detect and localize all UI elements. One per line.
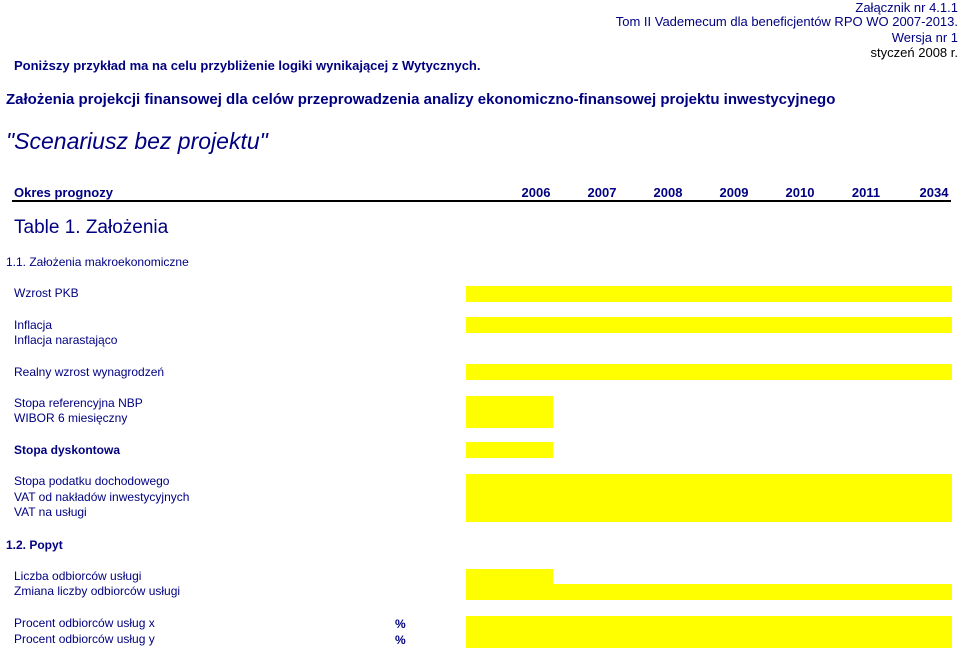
unit-percent-y: % — [395, 633, 406, 647]
input-cells-customer-shares[interactable] — [466, 616, 952, 648]
row-label-vat-investment: VAT od nakładów inwestycyjnych — [14, 490, 190, 504]
row-label-real-wage-growth: Realny wzrost wynagrodzeń — [14, 365, 165, 379]
row-label-gdp: Wzrost PKB — [14, 286, 79, 300]
input-cells-customers-change[interactable] — [466, 584, 952, 600]
unit-percent-x: % — [395, 617, 406, 631]
table-title: Table 1. Założenia — [14, 217, 169, 238]
input-cells-interest-rates[interactable] — [466, 396, 553, 428]
row-label-wibor: WIBOR 6 miesięczny — [14, 411, 128, 425]
input-cells-inflation[interactable] — [466, 317, 952, 333]
forecast-period-label: Okres prognozy — [14, 185, 113, 200]
document-date: styczeń 2008 r. — [870, 45, 958, 60]
row-label-customers: Liczba odbiorców usługi — [14, 569, 142, 583]
input-cells-real-wage-growth[interactable] — [466, 364, 952, 380]
version-label: Wersja nr 1 — [891, 30, 958, 45]
row-label-inflation: Inflacja — [14, 318, 53, 332]
header-divider — [12, 200, 951, 202]
section-title-demand: 1.2. Popyt — [6, 538, 63, 552]
year-header: 2006 — [521, 185, 551, 200]
year-header: 2008 — [653, 185, 683, 200]
volume-title: Tom II Vademecum dla beneficjentów RPO WO 2007-2013. — [615, 14, 958, 29]
year-header: 2009 — [719, 185, 749, 200]
input-cells-tax-rates[interactable] — [466, 474, 952, 522]
row-label-inflation-cumulative: Inflacja narastająco — [14, 333, 118, 347]
section-title-macro: 1.1. Założenia makroekonomiczne — [6, 255, 189, 269]
row-label-income-tax: Stopa podatku dochodowego — [14, 474, 170, 488]
input-cells-discount-rate[interactable] — [466, 442, 553, 458]
input-cells-customers[interactable] — [466, 569, 553, 585]
row-label-share-y: Procent odbiorców usług y — [14, 632, 155, 646]
year-header: 2007 — [587, 185, 617, 200]
row-label-nbp-rate: Stopa referencyjna NBP — [14, 396, 143, 410]
document-title: Założenia projekcji finansowej dla celów przeprowadzenia analizy ekonomiczno-finansowej projektu inwestycyjnego — [6, 91, 836, 108]
explanatory-note: Poniższy przykład ma na celu przybliżenie logiki wynikającej z Wytycznych. — [14, 58, 481, 73]
year-header: 2011 — [851, 185, 881, 200]
attachment-number: Załącznik nr 4.1.1 — [855, 0, 958, 15]
year-header: 2010 — [785, 185, 815, 200]
row-label-discount-rate: Stopa dyskontowa — [14, 443, 121, 457]
row-label-share-x: Procent odbiorców usług x — [14, 616, 155, 630]
year-header: 2034 — [919, 185, 949, 200]
scenario-title: "Scenariusz bez projektu" — [6, 128, 268, 154]
input-cells-gdp[interactable] — [466, 286, 952, 302]
row-label-customers-change: Zmiana liczby odbiorców usługi — [14, 584, 181, 598]
row-label-vat-services: VAT na usługi — [14, 505, 87, 519]
